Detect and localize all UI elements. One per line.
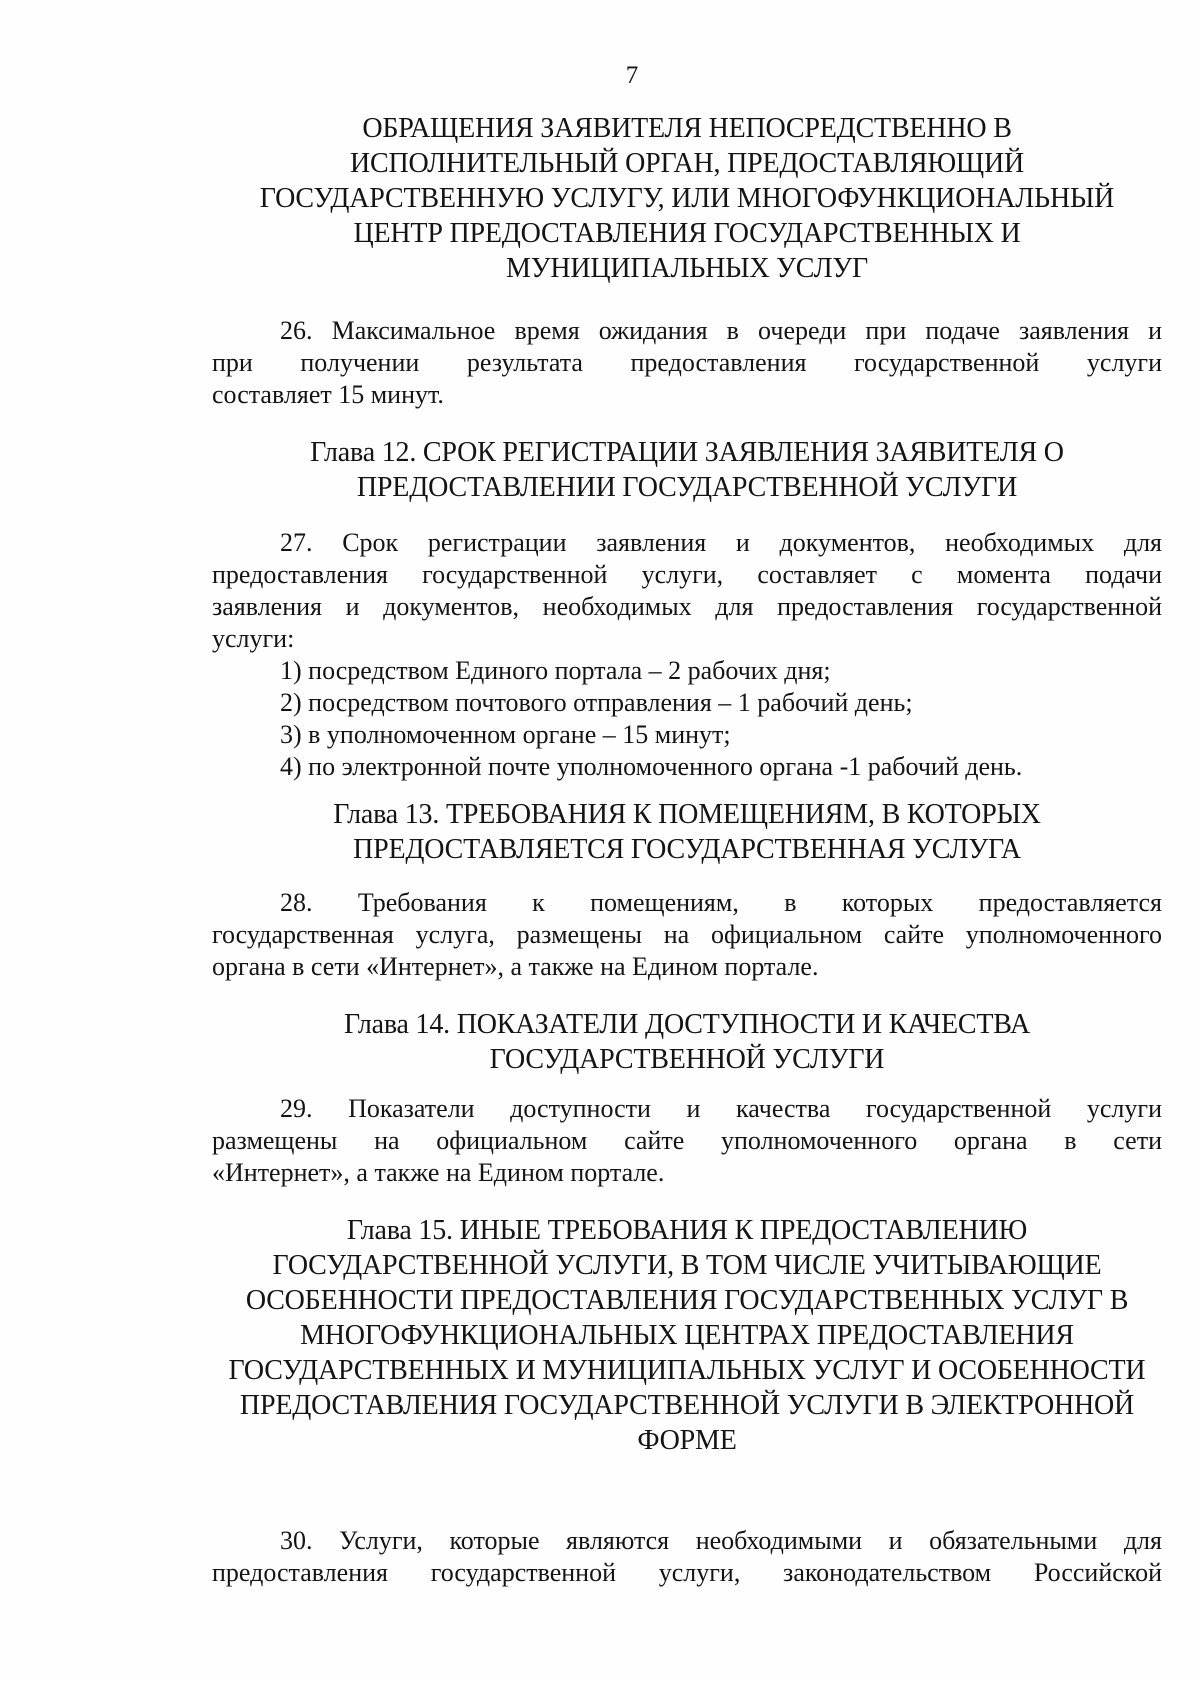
chapter-15-heading — [212, 1213, 1162, 1458]
heading-line: Глава 12. СРОК РЕГИСТРАЦИИ ЗАЯВЛЕНИЯ ЗАЯВИТЕЛЯ О — [310, 437, 1064, 468]
paragraph-line: при получении результата предоставления государственной услуги — [212, 348, 1162, 377]
heading-line: ГОСУДАРСТВЕННУЮ УСЛУГУ, ИЛИ МНОГОФУНКЦИОНАЛЬНЫЙ — [259, 183, 1115, 214]
paragraph-line: предоставления государственной услуги, законодательством Российской — [212, 1558, 1162, 1587]
paragraph-line: государственная услуга, размещены на официальном сайте уполномоченного — [212, 920, 1162, 949]
paragraph-27 — [212, 527, 1162, 783]
chapter-14-heading — [212, 1007, 1162, 1077]
heading-line: ГОСУДАРСТВЕННЫХ И МУНИЦИПАЛЬНЫХ УСЛУГ И ОСОБЕННОСТИ — [228, 1355, 1146, 1386]
section-heading-continuation — [212, 111, 1162, 286]
heading-line: Глава 14. ПОКАЗАТЕЛИ ДОСТУПНОСТИ И КАЧЕСТВА — [344, 1009, 1030, 1040]
heading-line: ГОСУДАРСТВЕННОЙ УСЛУГИ — [489, 1044, 885, 1075]
paragraph-line: предоставления государственной услуги, составляет с момента подачи — [212, 560, 1162, 589]
heading-line: ФОРМЕ — [637, 1425, 737, 1456]
list-item: 3) в уполномоченном органе – 15 минут; — [280, 720, 731, 749]
paragraph-29 — [212, 1093, 1162, 1189]
heading-line: ОБРАЩЕНИЯ ЗАЯВИТЕЛЯ НЕПОСРЕДСТВЕННО В — [362, 113, 1012, 144]
heading-line: ПРЕДОСТАВЛЕНИЯ ГОСУДАРСТВЕННОЙ УСЛУГИ В ЭЛЕКТРОННОЙ — [239, 1390, 1135, 1421]
list-item: 4) по электронной почте уполномоченного органа -1 рабочий день. — [280, 752, 1023, 781]
list-item: 1) посредством Единого портала – 2 рабочих дня; — [280, 656, 831, 685]
heading-line: ПРЕДОСТАВЛЯЕТСЯ ГОСУДАРСТВЕННАЯ УСЛУГА — [353, 834, 1021, 865]
paragraph-line: заявления и документов, необходимых для предоставления государственной — [212, 592, 1162, 621]
paragraph-line: «Интернет», а также на Едином портале. — [212, 1158, 665, 1187]
page-number: 7 — [625, 62, 639, 89]
heading-line: МНОГОФУНКЦИОНАЛЬНЫХ ЦЕНТРАХ ПРЕДОСТАВЛЕНИЯ — [300, 1320, 1074, 1351]
paragraph-line: органа в сети «Интернет», а также на Едином портале. — [212, 952, 819, 981]
heading-line: ОСОБЕННОСТИ ПРЕДОСТАВЛЕНИЯ ГОСУДАРСТВЕННЫХ УСЛУГ В — [245, 1285, 1129, 1316]
paragraph-line: услуги: — [212, 624, 295, 653]
heading-line: Глава 13. ТРЕБОВАНИЯ К ПОМЕЩЕНИЯМ, В КОТОРЫХ — [333, 799, 1041, 830]
heading-top — [212, 111, 1162, 286]
heading-line: ИСПОЛНИТЕЛЬНЫЙ ОРГАН, ПРЕДОСТАВЛЯЮЩИЙ — [349, 148, 1025, 179]
paragraph-line: составляет 15 минут. — [212, 380, 444, 409]
paragraph-line: 30. Услуги, которые являются необходимыми и обязательными для — [280, 1526, 1162, 1555]
heading-line: ГОСУДАРСТВЕННОЙ УСЛУГИ, В ТОМ ЧИСЛЕ УЧИТЫВАЮЩИЕ — [272, 1250, 1102, 1281]
heading-line: МУНИЦИПАЛЬНЫХ УСЛУГ — [506, 253, 868, 284]
paragraph-line: 29. Показатели доступности и качества государственной услуги — [280, 1094, 1162, 1123]
heading-line: ПРЕДОСТАВЛЕНИИ ГОСУДАРСТВЕННОЙ УСЛУГИ — [356, 472, 1018, 503]
paragraph-28 — [212, 887, 1162, 983]
paragraph-26 — [212, 315, 1162, 411]
paragraph-30 — [212, 1525, 1162, 1589]
chapter-13-heading — [212, 797, 1162, 867]
paragraph-line: размещены на официальном сайте уполномоченного органа в сети — [212, 1126, 1162, 1155]
heading-line: ЦЕНТР ПРЕДОСТАВЛЕНИЯ ГОСУДАРСТВЕННЫХ И — [353, 218, 1021, 249]
paragraph-line: 28. Требования к помещениям, в которых предоставляется — [280, 888, 1162, 917]
paragraph-line: 27. Срок регистрации заявления и документов, необходимых для — [280, 528, 1162, 557]
heading-line: Глава 15. ИНЫЕ ТРЕБОВАНИЯ К ПРЕДОСТАВЛЕНИЮ — [346, 1215, 1028, 1246]
chapter-12-heading — [212, 435, 1162, 505]
list-item: 2) посредством почтового отправления – 1 рабочий день; — [280, 688, 913, 717]
paragraph-line: 26. Максимальное время ожидания в очереди при подаче заявления и — [280, 316, 1162, 345]
